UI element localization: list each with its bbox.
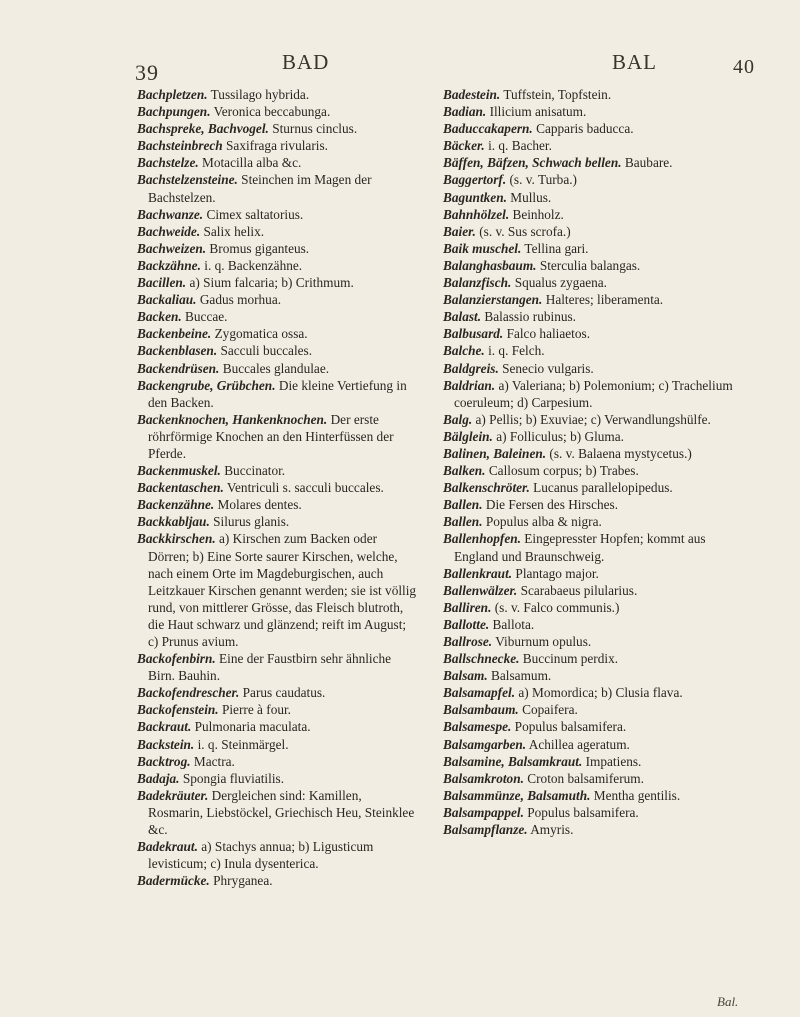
entry-headword: Backendrüsen. <box>137 360 220 376</box>
dictionary-entry <box>443 582 745 599</box>
entry-headword: Backengrube, Grübchen. <box>137 377 276 393</box>
entry-definition: (s. v. Turba.) <box>509 172 577 188</box>
dictionary-entry <box>137 240 419 257</box>
entry-headword: Baduccakapern. <box>443 121 533 137</box>
entry-definition: Sturnus cinclus. <box>272 121 358 137</box>
dictionary-entry <box>137 411 419 462</box>
entry-definition: Buccinum perdix. <box>522 651 619 667</box>
entry-definition: Scarabaeus pilularius. <box>520 582 638 598</box>
entry-headword: Bachstelzensteine. <box>137 172 238 188</box>
dictionary-entry <box>443 787 745 804</box>
entry-definition: Populus balsamifera. <box>527 804 639 820</box>
entry-definition: Balassio rubinus. <box>484 309 576 325</box>
entry-headword: Backstein. <box>137 736 195 752</box>
dictionary-entry <box>443 445 745 462</box>
dictionary-entry <box>137 530 419 650</box>
entry-definition: a) Momordica; b) Clusia flava. <box>518 685 683 701</box>
entry-headword: Backofenstein. <box>137 702 219 718</box>
dictionary-entry <box>443 753 745 770</box>
entry-headword: Balinen, Baleinen. <box>443 445 547 461</box>
dictionary-entry <box>443 154 745 171</box>
entry-definition: Salix helix. <box>203 223 265 239</box>
entry-headword: Backen. <box>137 309 182 325</box>
dictionary-entry <box>137 753 419 770</box>
entry-headword: Backenknochen, Hankenknochen. <box>137 411 328 427</box>
catchword: Bal. <box>717 994 739 1009</box>
entry-definition: Baubare. <box>624 155 673 171</box>
dictionary-entry <box>137 513 419 530</box>
entry-definition: Sacculi buccales. <box>220 343 313 359</box>
dictionary-entry <box>137 308 419 325</box>
entry-definition: Sterculia balangas. <box>539 257 641 273</box>
entry-definition: Buccinator. <box>224 463 286 479</box>
entry-headword: Ballen. <box>443 514 483 530</box>
dictionary-entry <box>443 360 745 377</box>
entry-definition: Lucanus parallelopipedus. <box>533 480 673 496</box>
dictionary-entry <box>137 360 419 377</box>
entry-headword: Balanzierstangen. <box>443 292 543 308</box>
entry-definition: Dergleichen sind: Kamillen, Rosmarin, Liebstöckel, Griechisch Heu, Steinklee &c. <box>148 787 415 838</box>
entry-definition: Veronica beccabunga. <box>213 104 331 120</box>
entry-headword: Balsampappel. <box>443 804 524 820</box>
left-column <box>137 86 419 889</box>
entry-definition: Callosum corpus; b) Trabes. <box>488 463 639 479</box>
dictionary-entry <box>443 667 745 684</box>
entry-definition: Eine der Faustbirn sehr ähnliche Birn. Bauhin. <box>148 651 392 684</box>
entry-definition: (s. v. Sus scrofa.) <box>479 223 571 239</box>
entry-headword: Backtrog. <box>137 753 191 769</box>
entry-headword: Bachwanze. <box>137 206 204 222</box>
entry-definition: i. q. Felch. <box>488 343 545 359</box>
running-headword-right: BAL <box>612 50 657 74</box>
dictionary-entry <box>443 530 745 564</box>
entry-headword: Bachweizen. <box>137 240 207 256</box>
dictionary-entry <box>137 377 419 411</box>
entry-headword: Balanghasbaum. <box>443 257 537 273</box>
entry-definition: Achillea ageratum. <box>528 736 630 752</box>
entry-headword: Backenzähne. <box>137 497 215 513</box>
dictionary-entry <box>137 718 419 735</box>
entry-definition: Halteres; liberamenta. <box>545 292 664 308</box>
entry-definition: Buccae. <box>185 309 228 325</box>
dictionary-entry <box>443 770 745 787</box>
dictionary-entry <box>443 599 745 616</box>
running-header <box>0 50 800 86</box>
entry-headword: Balsamespe. <box>443 719 512 735</box>
entry-headword: Baik muschel. <box>443 240 522 256</box>
dictionary-entry <box>443 240 745 257</box>
entry-definition: a) Stachys annua; b) Ligusticum levisticum; c) Inula dysenterica. <box>148 839 374 872</box>
entry-headword: Bäffen, Bäfzen, Schwach bellen. <box>443 155 622 171</box>
entry-headword: Balsamapfel. <box>443 685 516 701</box>
dictionary-entry <box>137 137 419 154</box>
entry-definition: Eingepresster Hopfen; kommt aus England und Braunschweig. <box>454 531 706 564</box>
dictionary-entry <box>443 462 745 479</box>
dictionary-entry <box>137 736 419 753</box>
dictionary-entry <box>443 633 745 650</box>
entry-definition: Plantago major. <box>515 565 599 581</box>
entry-definition: Tuffstein, Topfstein. <box>503 87 612 102</box>
entry-headword: Badaja. <box>137 770 180 786</box>
entry-definition: Mullus. <box>510 189 552 205</box>
entry-headword: Balg. <box>443 411 473 427</box>
entry-headword: Ballotte. <box>443 616 490 632</box>
dictionary-entry <box>443 325 745 342</box>
entry-definition: Ventriculi s. sacculi buccales. <box>226 480 384 496</box>
entry-headword: Backofenbirn. <box>137 651 216 667</box>
dictionary-entry <box>443 821 745 838</box>
dictionary-entry <box>443 513 745 530</box>
entry-definition: Amyris. <box>530 822 574 838</box>
entry-headword: Bachstelze. <box>137 155 199 171</box>
entry-headword: Balsamkroton. <box>443 770 524 786</box>
entry-definition: Gadus morhua. <box>199 292 282 308</box>
entry-headword: Ballen. <box>443 497 483 513</box>
dictionary-entry <box>137 103 419 120</box>
entry-definition: Der erste röhrförmige Knochen an den Hinterfüssen der Pferde. <box>148 411 394 461</box>
dictionary-entry <box>137 274 419 291</box>
dictionary-entry <box>443 479 745 496</box>
entry-headword: Backenmuskel. <box>137 463 221 479</box>
entry-headword: Balsam. <box>443 668 488 684</box>
entry-definition: Buccales glandulae. <box>222 360 330 376</box>
entry-headword: Backkabljau. <box>137 514 210 530</box>
entry-definition: i. q. Backenzähne. <box>204 257 303 273</box>
entry-headword: Bachpungen. <box>137 104 211 120</box>
entry-definition: Squalus zygaena. <box>514 275 607 291</box>
dictionary-entry <box>443 342 745 359</box>
dictionary-entry <box>137 154 419 171</box>
entry-definition: Parus caudatus. <box>242 685 326 701</box>
entry-definition: Illicium anisatum. <box>489 104 587 120</box>
entry-headword: Badekräuter. <box>137 787 209 803</box>
entry-headword: Bacillen. <box>137 275 187 291</box>
page-number-left: 39 <box>135 60 159 85</box>
entry-headword: Backenblasen. <box>137 343 218 359</box>
entry-definition: Saxifraga rivularis. <box>226 138 328 154</box>
entry-definition: (s. v. Falco communis.) <box>494 599 620 615</box>
dictionary-entry <box>443 189 745 206</box>
entry-headword: Bälglein. <box>443 428 493 444</box>
entry-headword: Balche. <box>443 343 485 359</box>
entry-definition: Falco haliaetos. <box>506 326 591 342</box>
dictionary-entry <box>443 411 745 428</box>
entry-headword: Badian. <box>443 104 487 120</box>
entry-headword: Balast. <box>443 309 482 325</box>
dictionary-entry <box>443 103 745 120</box>
page-number-right: 40 <box>733 56 755 78</box>
entry-definition: Tussilago hybrida. <box>210 87 310 102</box>
dictionary-entry <box>443 718 745 735</box>
entry-headword: Balsamgarben. <box>443 736 527 752</box>
entry-definition: Die kleine Vertiefung in den Backen. <box>148 377 407 410</box>
entry-definition: a) Valeriana; b) Polemonium; c) Trachelium coeruleum; d) Carpesium. <box>454 377 733 410</box>
entry-definition: Tellina gari. <box>524 240 589 256</box>
entry-definition: Viburnum opulus. <box>495 634 592 649</box>
entry-definition: (s. v. Balaena mystycetus.) <box>549 445 692 461</box>
entry-headword: Backentaschen. <box>137 480 224 496</box>
dictionary-entry <box>137 171 419 205</box>
dictionary-entry <box>443 650 745 667</box>
entry-headword: Baldgreis. <box>443 360 499 376</box>
entry-headword: Bachpletzen. <box>137 87 208 102</box>
entry-definition: Balsamum. <box>491 668 552 684</box>
entry-headword: Balliren. <box>443 599 492 615</box>
entry-definition: Impatiens. <box>585 753 642 769</box>
entry-headword: Ballenwälzer. <box>443 582 518 598</box>
entry-headword: Backkirschen. <box>137 531 216 547</box>
entry-headword: Baguntken. <box>443 189 507 205</box>
dictionary-entry <box>137 342 419 359</box>
dictionary-entry <box>443 257 745 274</box>
dictionary-entry <box>443 120 745 137</box>
dictionary-entry <box>443 496 745 513</box>
entry-headword: Ballrose. <box>443 634 493 649</box>
dictionary-entry <box>443 274 745 291</box>
entry-definition: Pulmonaria maculata. <box>194 719 311 735</box>
entry-headword: Backraut. <box>137 719 192 735</box>
entry-definition: Phryganea. <box>213 873 273 889</box>
entry-headword: Ballenkraut. <box>443 565 513 581</box>
entry-headword: Baier. <box>443 223 476 239</box>
dictionary-entry <box>443 804 745 821</box>
entry-definition: Croton balsamiferum. <box>527 770 644 786</box>
entry-headword: Ballschnecke. <box>443 651 520 667</box>
entry-definition: Molares dentes. <box>217 497 302 513</box>
dictionary-entry <box>137 206 419 223</box>
entry-definition: Cimex saltatorius. <box>206 206 304 222</box>
entry-headword: Badekraut. <box>137 839 198 855</box>
entry-definition: i. q. Bacher. <box>488 138 552 154</box>
entry-headword: Balken. <box>443 463 486 479</box>
entry-definition: Beinholz. <box>512 206 564 222</box>
dictionary-entry <box>137 257 419 274</box>
running-headword-left: BAD <box>282 50 330 74</box>
dictionary-entry <box>137 838 419 872</box>
entry-headword: Ballenhopfen. <box>443 531 521 547</box>
entry-headword: Bachspreke, Bachvogel. <box>137 121 269 137</box>
dictionary-entry <box>137 291 419 308</box>
entry-definition: Zygomatica ossa. <box>214 326 308 342</box>
entry-definition: Bromus giganteus. <box>209 240 310 256</box>
entry-definition: a) Sium falcaria; b) Crithmum. <box>189 275 354 291</box>
dictionary-entry <box>443 308 745 325</box>
entry-definition: Motacilla alba &c. <box>202 155 302 171</box>
entry-definition: Populus balsamifera. <box>514 719 627 735</box>
entry-definition: Die Fersen des Hirsches. <box>485 497 619 513</box>
entry-headword: Bäcker. <box>443 138 485 154</box>
entry-headword: Bahnhölzel. <box>443 206 510 222</box>
entry-definition: Populus alba & nigra. <box>485 514 602 530</box>
entry-headword: Baggertorf. <box>443 172 507 188</box>
entry-definition: Pierre à four. <box>221 702 292 718</box>
dictionary-entry <box>443 223 745 240</box>
dictionary-entry <box>443 291 745 308</box>
dictionary-entry <box>137 787 419 838</box>
entry-definition: Spongia fluviatilis. <box>182 770 285 786</box>
dictionary-entry <box>137 462 419 479</box>
dictionary-entry <box>443 684 745 701</box>
entry-definition: Mactra. <box>193 753 235 769</box>
dictionary-entry <box>137 86 419 103</box>
entry-definition: Steinchen im Magen der Bachstelzen. <box>148 172 372 205</box>
dictionary-entry <box>137 872 419 889</box>
entry-headword: Balsamine, Balsamkraut. <box>443 753 583 769</box>
entry-definition: Capparis baducca. <box>536 121 634 137</box>
entry-headword: Balkenschröter. <box>443 480 530 496</box>
entry-definition: a) Folliculus; b) Gluma. <box>496 428 624 444</box>
dictionary-entry <box>443 137 745 154</box>
dictionary-entry <box>443 616 745 633</box>
dictionary-entry <box>443 377 745 411</box>
entry-headword: Badermücke. <box>137 873 210 889</box>
entry-definition: Silurus glanis. <box>213 514 290 530</box>
dictionary-entry <box>443 701 745 718</box>
entry-headword: Balanzfisch. <box>443 275 512 291</box>
entry-headword: Balsampflanze. <box>443 822 528 838</box>
dictionary-entry <box>443 736 745 753</box>
dictionary-entry <box>137 650 419 684</box>
entry-headword: Backzähne. <box>137 257 201 273</box>
entry-headword: Badestein. <box>443 87 501 102</box>
entry-headword: Backenbeine. <box>137 326 212 342</box>
dictionary-entry <box>137 701 419 718</box>
dictionary-entry <box>137 223 419 240</box>
entry-definition: a) Pellis; b) Exuviae; c) Verwandlungshülfe. <box>475 411 711 427</box>
dictionary-entry <box>443 428 745 445</box>
entry-headword: Bachsteinbrech <box>137 138 223 154</box>
dictionary-entry <box>443 171 745 188</box>
dictionary-entry <box>443 206 745 223</box>
entry-headword: Balsambaum. <box>443 702 519 718</box>
entry-headword: Bachweide. <box>137 223 201 239</box>
entry-headword: Backaliau. <box>137 292 197 308</box>
dictionary-entry <box>137 120 419 137</box>
entry-definition: Senecio vulgaris. <box>502 360 594 376</box>
entry-headword: Baldrian. <box>443 377 496 393</box>
dictionary-entry <box>137 479 419 496</box>
entry-definition: Ballota. <box>492 616 535 632</box>
entry-definition: i. q. Steinmärgel. <box>197 736 289 752</box>
entry-definition: Copaifera. <box>522 702 578 718</box>
dictionary-entry <box>137 770 419 787</box>
entry-definition: a) Kirschen zum Backen oder Dörren; b) Eine Sorte saurer Kirschen, welche, nach einem Orte im Magdeburgischen, auch Leitzkauer Kirschen genannt werden; sie ist völlig rund, von mittlerer Grösse, das Fleisch blutroth, die Haut schwarz und glänzend; reift im August; c) Prunus avium. <box>148 531 417 649</box>
dictionary-entry <box>137 684 419 701</box>
dictionary-entry <box>443 565 745 582</box>
dictionary-entry <box>137 496 419 513</box>
right-column <box>443 86 745 838</box>
entry-definition: Mentha gentilis. <box>593 787 681 803</box>
entry-headword: Balbusard. <box>443 326 504 342</box>
entry-headword: Backofendrescher. <box>137 685 240 701</box>
dictionary-entry <box>443 86 745 103</box>
dictionary-entry <box>137 325 419 342</box>
entry-headword: Balsammünze, Balsamuth. <box>443 787 591 803</box>
